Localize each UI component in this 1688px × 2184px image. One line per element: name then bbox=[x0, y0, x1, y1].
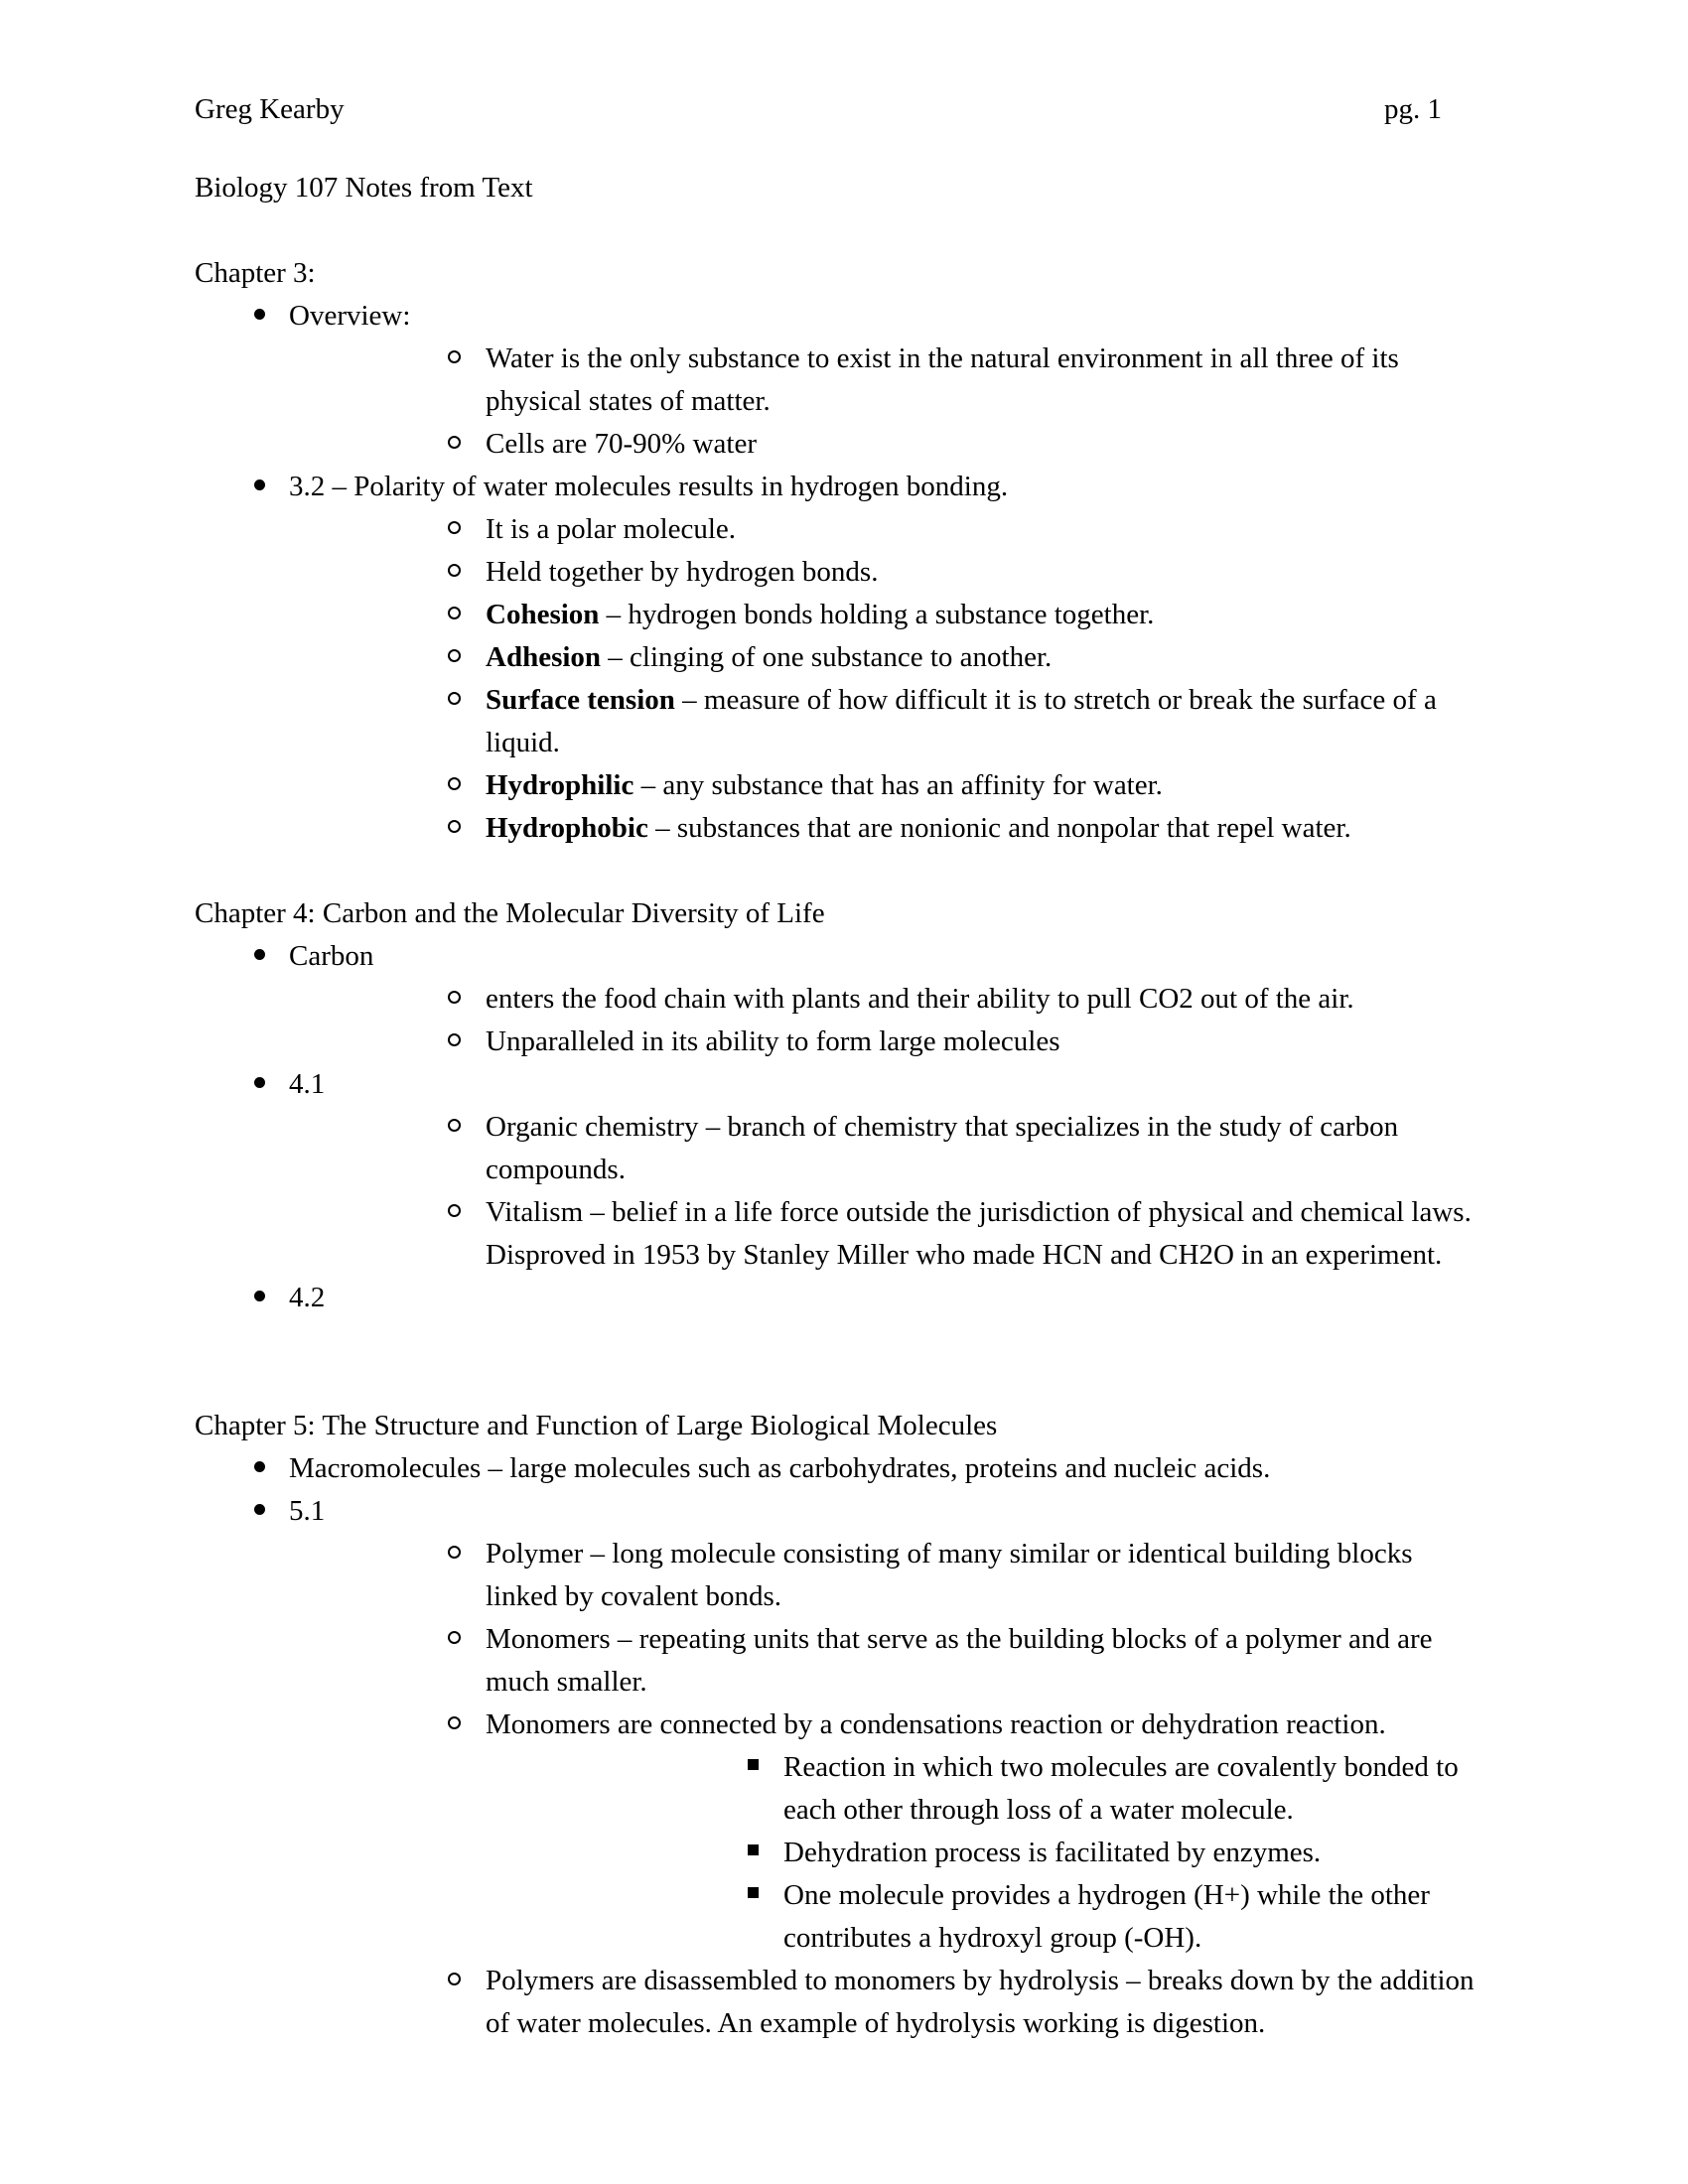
page-content bbox=[195, 95, 1476, 2045]
list-item-text: Unparalleled in its ability to form large molecules bbox=[486, 1025, 1060, 1057]
outline-list-level-1 bbox=[195, 295, 1476, 850]
list-item-text: 5.1 bbox=[289, 1495, 326, 1527]
outline-list-level-2 bbox=[289, 978, 1476, 1063]
chapter-heading: Chapter 3: bbox=[195, 257, 316, 289]
disc-bullet-icon bbox=[254, 1063, 288, 1106]
chapter-spacer bbox=[195, 850, 1476, 892]
list-item bbox=[289, 636, 1476, 679]
outline-list-level-3 bbox=[486, 1746, 1476, 1960]
list-item bbox=[195, 1490, 1476, 2045]
square-bullet-icon bbox=[748, 1746, 781, 1789]
circle-bullet-icon bbox=[448, 807, 482, 850]
list-item bbox=[289, 1618, 1476, 1704]
disc-bullet-icon bbox=[254, 1447, 288, 1490]
title-spacer bbox=[195, 209, 1476, 252]
outline-list-level-2 bbox=[289, 338, 1476, 466]
disc-bullet-icon bbox=[254, 295, 288, 338]
term-definition: – measure of how difficult it is to stretch or break the surface of a liquid. bbox=[486, 684, 1437, 758]
circle-bullet-icon-glyph bbox=[448, 692, 461, 705]
circle-bullet-icon bbox=[448, 978, 482, 1021]
list-item bbox=[289, 1960, 1476, 2045]
circle-bullet-icon-glyph bbox=[448, 649, 461, 662]
outline-list-level-2 bbox=[289, 1533, 1476, 2045]
term-label: Hydrophobic bbox=[486, 812, 648, 844]
list-item-text: 4.1 bbox=[289, 1068, 326, 1100]
list-item bbox=[195, 1447, 1476, 1490]
circle-bullet-icon-glyph bbox=[448, 820, 461, 833]
list-item bbox=[486, 1832, 1476, 1874]
list-item-text bbox=[486, 764, 1476, 807]
list-item-text bbox=[486, 636, 1476, 679]
disc-bullet-icon bbox=[254, 1277, 288, 1319]
list-item bbox=[289, 338, 1476, 423]
disc-bullet-icon-glyph bbox=[254, 1461, 265, 1472]
term-label: Adhesion bbox=[486, 641, 602, 673]
term-label: Surface tension bbox=[486, 684, 675, 716]
term-definition: – clinging of one substance to another. bbox=[601, 641, 1053, 673]
circle-bullet-icon-glyph bbox=[448, 1716, 461, 1729]
circle-bullet-icon-glyph bbox=[448, 1033, 461, 1046]
list-item-text: Dehydration process is facilitated by enzymes. bbox=[783, 1837, 1322, 1868]
disc-bullet-icon bbox=[254, 466, 288, 508]
circle-bullet-icon bbox=[448, 423, 482, 466]
term-definition: – substances that are nonionic and nonpolar that repel water. bbox=[647, 812, 1351, 844]
circle-bullet-icon bbox=[448, 1618, 482, 1661]
list-item-text: Polymer – long molecule consisting of many similar or identical building blocks linked by covalent bonds. bbox=[486, 1538, 1413, 1612]
list-item-text bbox=[486, 594, 1476, 636]
list-item bbox=[486, 1746, 1476, 1832]
square-bullet-icon bbox=[748, 1832, 781, 1874]
circle-bullet-icon-glyph bbox=[448, 521, 461, 534]
list-item-text: Macromolecules – large molecules such as carbohydrates, proteins and nucleic acids. bbox=[289, 1452, 1271, 1484]
chapter-heading: Chapter 4: Carbon and the Molecular Diversity of Life bbox=[195, 897, 825, 929]
list-item-text: It is a polar molecule. bbox=[486, 513, 737, 545]
circle-bullet-icon-glyph bbox=[448, 1973, 461, 1985]
list-item bbox=[289, 1704, 1476, 1960]
circle-bullet-icon-glyph bbox=[448, 436, 461, 449]
list-item-text: Polymers are disassembled to monomers by hydrolysis – breaks down by the addition of water molecules. An example of hydrolysis working is digestion. bbox=[486, 1965, 1475, 2039]
disc-bullet-icon-glyph bbox=[254, 1077, 265, 1088]
circle-bullet-icon bbox=[448, 1960, 482, 2002]
circle-bullet-icon-glyph bbox=[448, 607, 461, 619]
outline-list-level-2 bbox=[289, 1106, 1476, 1277]
square-bullet-icon-glyph bbox=[748, 1759, 759, 1770]
circle-bullet-icon bbox=[448, 636, 482, 679]
disc-bullet-icon-glyph bbox=[254, 1291, 265, 1301]
disc-bullet-icon bbox=[254, 935, 288, 978]
list-item bbox=[289, 1191, 1476, 1277]
list-item bbox=[289, 1533, 1476, 1618]
list-item bbox=[289, 978, 1476, 1021]
list-item-text: enters the food chain with plants and their ability to pull CO2 out of the air. bbox=[486, 983, 1354, 1015]
disc-bullet-icon-glyph bbox=[254, 1504, 265, 1515]
circle-bullet-icon bbox=[448, 551, 482, 594]
list-item-text bbox=[486, 679, 1476, 764]
circle-bullet-icon bbox=[448, 594, 482, 636]
circle-bullet-icon bbox=[448, 1106, 482, 1149]
chapters-container bbox=[195, 252, 1476, 2045]
list-item-text bbox=[486, 807, 1476, 850]
list-item-text: Cells are 70-90% water bbox=[486, 428, 757, 460]
list-item-text: Water is the only substance to exist in the natural environment in all three of its physical states of matter. bbox=[486, 342, 1399, 417]
list-item bbox=[195, 1063, 1476, 1277]
circle-bullet-icon bbox=[448, 1533, 482, 1575]
circle-bullet-icon-glyph bbox=[448, 1119, 461, 1132]
circle-bullet-icon-glyph bbox=[448, 1204, 461, 1217]
term-label: Cohesion bbox=[486, 599, 600, 630]
circle-bullet-icon-glyph bbox=[448, 564, 461, 577]
list-item bbox=[289, 508, 1476, 551]
list-item bbox=[289, 1021, 1476, 1063]
list-item-text: One molecule provides a hydrogen (H+) while the other contributes a hydroxyl group (-OH). bbox=[783, 1879, 1430, 1954]
list-item-text: 3.2 – Polarity of water molecules results in hydrogen bonding. bbox=[289, 471, 1009, 502]
circle-bullet-icon bbox=[448, 764, 482, 807]
square-bullet-icon-glyph bbox=[748, 1887, 759, 1898]
list-item bbox=[289, 1106, 1476, 1191]
author-name: Greg Kearby bbox=[195, 93, 345, 125]
list-item bbox=[289, 679, 1476, 764]
list-item bbox=[195, 935, 1476, 1063]
list-item bbox=[289, 807, 1476, 850]
circle-bullet-icon-glyph bbox=[448, 350, 461, 363]
list-item bbox=[195, 1277, 1476, 1319]
term-definition: – any substance that has an affinity for water. bbox=[633, 769, 1163, 801]
document-title: Biology 107 Notes from Text bbox=[195, 172, 533, 204]
outline-list-level-1 bbox=[195, 935, 1476, 1319]
list-item bbox=[289, 551, 1476, 594]
list-item bbox=[195, 466, 1476, 850]
list-item-text: Held together by hydrogen bonds. bbox=[486, 556, 879, 588]
circle-bullet-icon-glyph bbox=[448, 1631, 461, 1644]
circle-bullet-icon bbox=[448, 1191, 482, 1234]
square-bullet-icon bbox=[748, 1874, 781, 1917]
disc-bullet-icon-glyph bbox=[254, 309, 265, 320]
outline-list-level-2 bbox=[289, 508, 1476, 850]
page-header bbox=[195, 95, 1476, 124]
disc-bullet-icon-glyph bbox=[254, 479, 265, 490]
header-spacer bbox=[195, 124, 1476, 167]
list-item bbox=[289, 594, 1476, 636]
list-item-text: Reaction in which two molecules are covalently bonded to each other through loss of a water molecule. bbox=[783, 1751, 1459, 1826]
list-item bbox=[195, 295, 1476, 466]
page-number: pg. 1 bbox=[1384, 93, 1442, 125]
circle-bullet-icon bbox=[448, 338, 482, 380]
term-definition: – hydrogen bonds holding a substance together. bbox=[599, 599, 1155, 630]
list-item bbox=[486, 1874, 1476, 1960]
circle-bullet-icon-glyph bbox=[448, 1546, 461, 1559]
list-item-text: Overview: bbox=[289, 300, 411, 332]
list-item-text: Monomers – repeating units that serve as the building blocks of a polymer and are much smaller. bbox=[486, 1623, 1433, 1698]
circle-bullet-icon bbox=[448, 679, 482, 722]
circle-bullet-icon-glyph bbox=[448, 777, 461, 790]
outline-list-level-1 bbox=[195, 1447, 1476, 2045]
circle-bullet-icon bbox=[448, 1704, 482, 1746]
disc-bullet-icon-glyph bbox=[254, 949, 265, 960]
list-item-text: Monomers are connected by a condensations reaction or dehydration reaction. bbox=[486, 1708, 1386, 1740]
disc-bullet-icon bbox=[254, 1490, 288, 1533]
circle-bullet-icon bbox=[448, 508, 482, 551]
list-item-text: Organic chemistry – branch of chemistry that specializes in the study of carbon compounds. bbox=[486, 1111, 1399, 1185]
term-label: Hydrophilic bbox=[486, 769, 634, 801]
list-item-text: Carbon bbox=[289, 940, 374, 972]
square-bullet-icon-glyph bbox=[748, 1844, 759, 1855]
list-item bbox=[289, 764, 1476, 807]
list-item-text: 4.2 bbox=[289, 1282, 326, 1313]
chapter-spacer bbox=[195, 1319, 1476, 1405]
list-item bbox=[289, 423, 1476, 466]
circle-bullet-icon bbox=[448, 1021, 482, 1063]
chapter-heading: Chapter 5: The Structure and Function of Large Biological Molecules bbox=[195, 1410, 998, 1441]
list-item-text: Vitalism – belief in a life force outside the jurisdiction of physical and chemical laws. Disproved in 1953 by Stanley Miller who made HCN and CH2O in an experiment. bbox=[486, 1196, 1472, 1271]
circle-bullet-icon-glyph bbox=[448, 991, 461, 1004]
